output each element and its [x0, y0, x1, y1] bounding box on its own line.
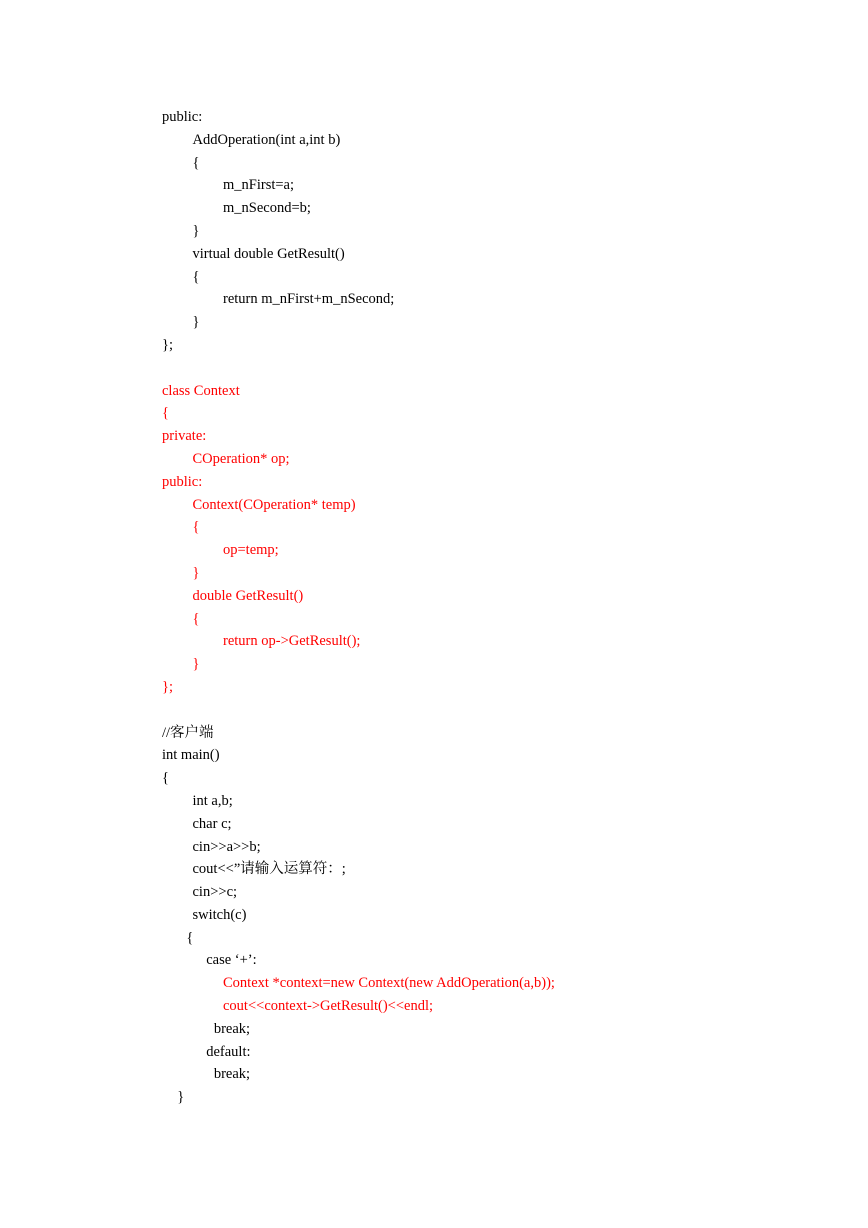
code-line: } — [192, 564, 200, 581]
code-line: case ‘+’: — [206, 952, 257, 969]
code-line: } — [192, 222, 200, 239]
code-line: virtual double GetResult() — [192, 245, 345, 262]
code-line: { — [186, 929, 194, 946]
code-line: } — [192, 314, 200, 331]
code-line: Context *context=new Context(new AddOperation(a,b)); — [223, 975, 555, 992]
code-line: Context(COperation* temp) — [192, 496, 356, 513]
code-line: //客户端 — [162, 724, 214, 741]
blank-line — [162, 699, 842, 722]
code-line: private: — [162, 428, 207, 445]
code-line: { — [192, 519, 200, 536]
code-line: m_nFirst=a; — [223, 177, 295, 194]
code-line: op=temp; — [223, 542, 279, 559]
code-line: cin>>c; — [192, 884, 238, 901]
code-line: switch(c) — [192, 906, 247, 923]
code-line: { — [192, 268, 200, 285]
code-line: } — [177, 1089, 185, 1106]
code-line: }; — [162, 336, 173, 353]
code-line: } — [192, 656, 200, 673]
code-line: int a,b; — [192, 792, 233, 809]
code-line: AddOperation(int a,int b) — [192, 131, 341, 148]
code-line: break; — [213, 1020, 251, 1037]
code-line: char c; — [192, 815, 232, 832]
code-listing — [162, 106, 842, 1109]
code-line: { — [162, 405, 169, 422]
code-line: double GetResult() — [192, 587, 304, 604]
code-line: cin>>a>>b; — [192, 838, 261, 855]
code-line: { — [162, 770, 169, 787]
code-line: m_nSecond=b; — [223, 200, 311, 217]
code-line: int main() — [162, 747, 220, 764]
code-line: public: — [162, 473, 203, 490]
code-line: default: — [206, 1043, 251, 1060]
code-line: return op->GetResult(); — [223, 633, 361, 650]
code-line: { — [192, 610, 200, 627]
code-line: COperation* op; — [192, 450, 290, 467]
code-line: break; — [213, 1066, 251, 1083]
code-line: { — [192, 154, 200, 171]
code-line: class Context — [162, 382, 240, 399]
code-line: cout<<”请输入运算符：; — [192, 861, 346, 878]
blank-line — [162, 357, 842, 380]
code-line: return m_nFirst+m_nSecond; — [223, 291, 395, 308]
code-line: cout<<context->GetResult()<<endl; — [223, 998, 434, 1015]
code-line: public: — [162, 109, 203, 125]
code-line: }; — [162, 678, 173, 695]
